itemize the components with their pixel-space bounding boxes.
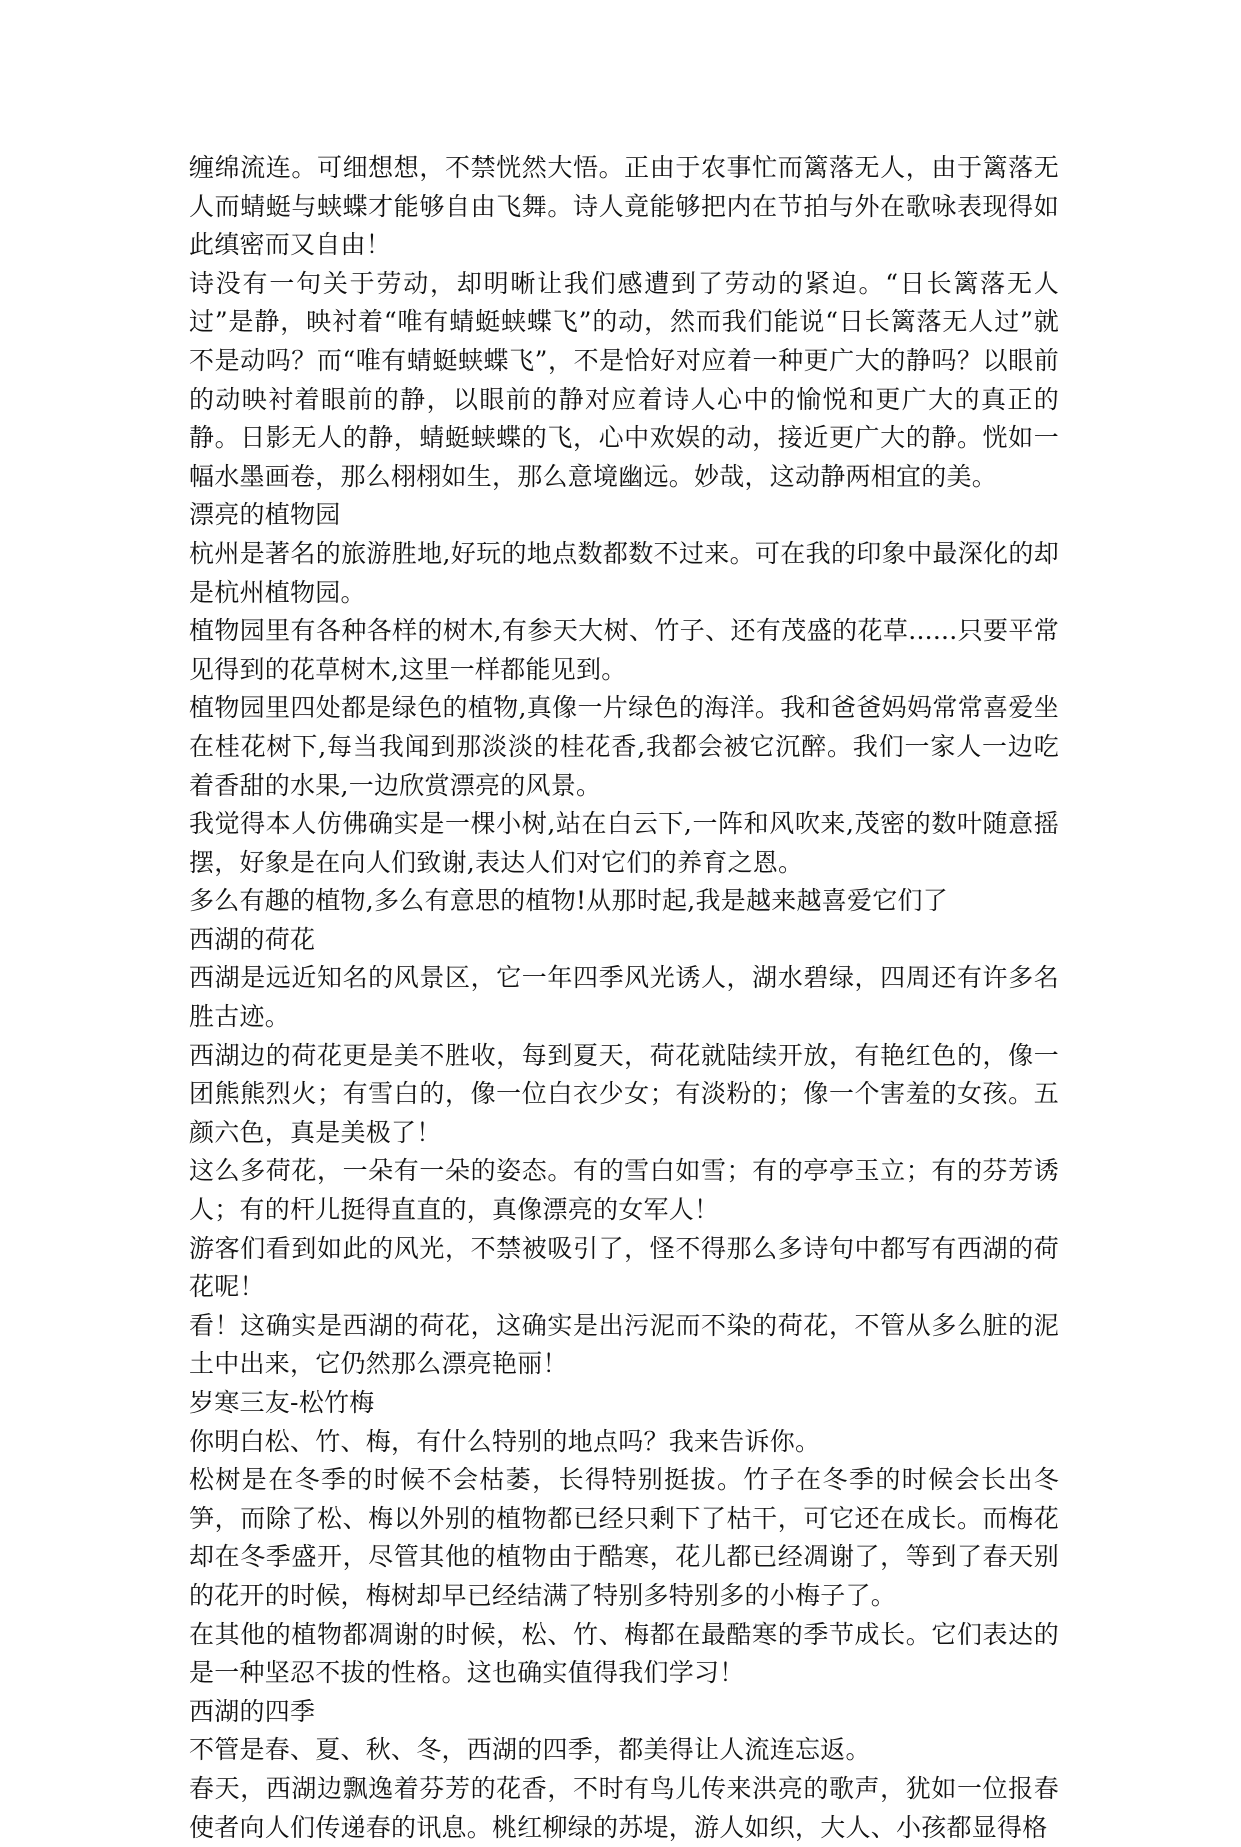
paragraph: 这么多荷花，一朵有一朵的姿态。有的雪白如雪；有的亭亭玉立；有的芬芳诱人；有的杆儿挺得直直的，真像漂亮的女军人！ [189, 1156, 1059, 1225]
paragraph: 杭州是著名的旅游胜地,好玩的地点数都数不过来。可在我的印象中最深化的却是杭州植物园。 [189, 538, 1059, 607]
paragraph: 不管是春、夏、秋、冬，西湖的四季，都美得让人流连忘返。 [189, 1735, 871, 1765]
section-title: 岁寒三友-松竹梅 [189, 1388, 375, 1417]
paragraph: 春天，西湖边飘逸着芬芳的花香，不时有鸟儿传来洪亮的歌声，犹如一位报春使者向人们传递春的讯息。桃红柳绿的苏堤，游人如织，大人、小孩都显得格 [189, 1773, 1059, 1842]
section-title: 漂亮的植物园 [189, 500, 341, 530]
paragraph: 看！这确实是西湖的荷花，这确实是出污泥而不染的荷花，不管从多么脏的泥土中出来，它仍然那么漂亮艳丽！ [189, 1310, 1059, 1379]
paragraph: 我觉得本人仿佛确实是一棵小树,站在白云下,一阵和风吹来,茂密的数叶随意摇摆，好象是在向人们致谢,表达人们对它们的养育之恩。 [189, 809, 1059, 877]
paragraph: 植物园里四处都是绿色的植物,真像一片绿色的海洋。我和爸爸妈妈常常喜爱坐在桂花树下,每当我闻到那淡淡的桂花香,我都会被它沉醉。我们一家人一边吃着香甜的水果,一边欣赏漂亮的风景。 [189, 693, 1059, 800]
paragraph: 西湖是远近知名的风景区，它一年四季风光诱人，湖水碧绿，四周还有许多名胜古迹。 [189, 963, 1059, 1032]
paragraph: 多么有趣的植物,多么有意思的植物!从那时起,我是越来越喜爱它们了 [189, 886, 948, 916]
paragraph: 西湖边的荷花更是美不胜收，每到夏天，荷花就陆续开放，有艳红色的，像一团熊熊烈火；有雪白的，像一位白衣少女；有淡粉的；像一个害羞的女孩。五颜六色，真是美极了！ [189, 1040, 1059, 1147]
paragraph: 你明白松、竹、梅，有什么特别的地点吗？我来告诉你。 [189, 1426, 821, 1456]
section-title: 西湖的四季 [189, 1696, 316, 1726]
paragraph: 松树是在冬季的时候不会枯萎，长得特别挺拔。竹子在冬季的时候会长出冬笋，而除了松、梅以外别的植物都已经只剩下了枯干，可它还在成长。而梅花却在冬季盛开，尽管其他的植物由于酷寒，花儿都已经凋谢了，等到了春天别的花开的时候，梅树却早已经结满了特别多特别多的小梅子了。 [189, 1465, 1059, 1610]
section-title: 西湖的荷花 [189, 924, 316, 954]
paragraph: 诗没有一句关于劳动，却明晰让我们感遭到了劳动的紧迫。“日长篱落无人过”是静，映衬着“唯有蜻蜓蛱蝶飞”的动，然而我们能说“日长篱落无人过”就不是动吗？而“唯有蜻蜓蛱蝶飞”，不是恰好对应着一种更广大的静吗？以眼前的动映衬着眼前的静，以眼前的静对应着诗人心中的愉悦和更广大的真正的静。日影无人的静，蜻蜓蛱蝶的飞，心中欢娱的动，接近更广大的静。恍如一幅水墨画卷，那么栩栩如生，那么意境幽远。妙哉，这动静两相宜的美。 [189, 268, 1059, 491]
paragraph: 缠绵流连。可细想想，不禁恍然大悟。正由于农事忙而篱落无人，由于篱落无人而蜻蜓与蛱蝶才能够自由飞舞。诗人竟能够把内在节拍与外在歌咏表现得如此缜密而又自由！ [189, 153, 1059, 260]
document-body [189, 149, 1059, 1847]
paragraph: 植物园里有各种各样的树木,有参天大树、竹子、还有茂盛的花草......只要平常见得到的花草树木,这里一样都能见到。 [189, 616, 1059, 684]
paragraph: 游客们看到如此的风光，不禁被吸引了，怪不得那么多诗句中都写有西湖的荷花呢！ [189, 1233, 1059, 1302]
paragraph: 在其他的植物都凋谢的时候，松、竹、梅都在最酷寒的季节成长。它们表达的是一种坚忍不拔的性格。这也确实值得我们学习！ [189, 1619, 1059, 1688]
